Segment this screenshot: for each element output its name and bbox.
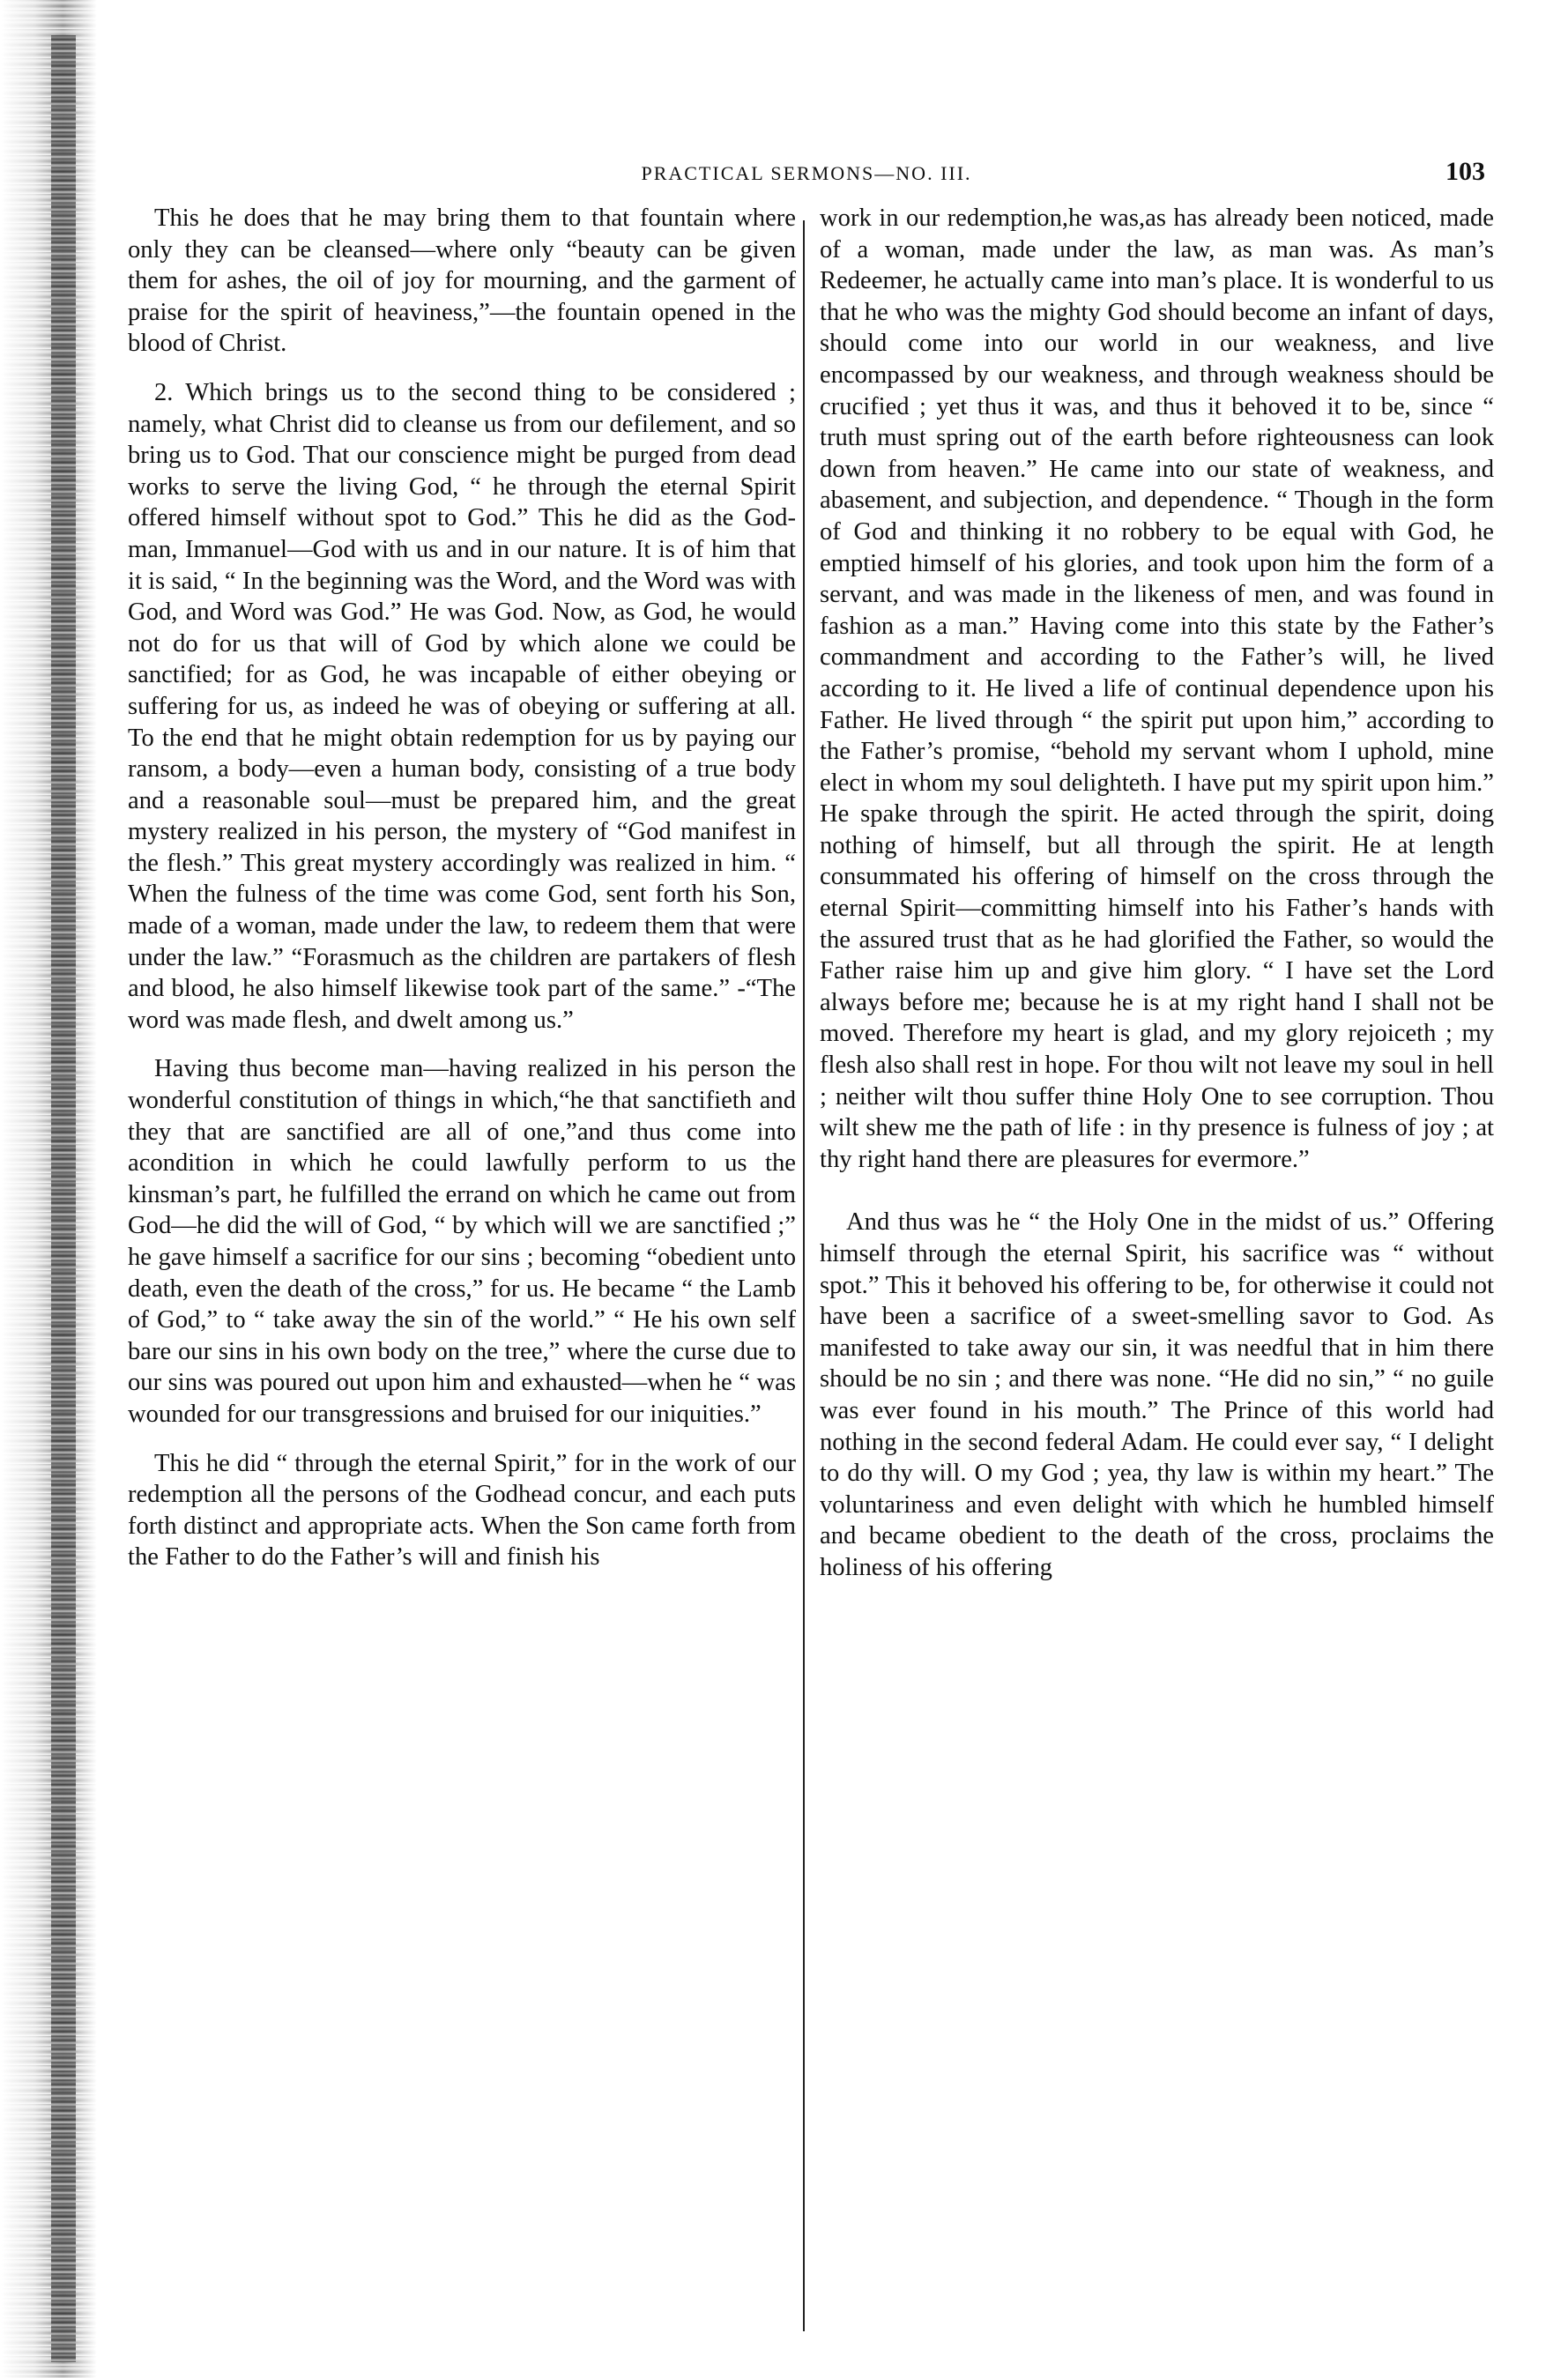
paragraph: 2. Which brings us to the second thing to be considered ; namely, what Christ did to cleanse us from our defilement, and so bring us to God. That our conscience might be purged from dead works to serve the living God, “ he through the eternal Spirit offered himself without spot to God.” This he did as the God-man, Immanuel—God with us and in our nature. It is of him that it is said, “ In the beginning was the Word, and the Word was with God, and Word was God.” He was God. Now, as God, he would not do for us that will of God by which alone we could be sanctified; for as God, he was incapable of either obeying or suffering for us, as indeed he was of obeying or suffering at all. To the end that he might obtain redemption for us by paying our ransom, a body—even a human body, consisting of a true body and a reasonable soul—must be prepared him, and the great mystery realized in his person, the mystery of “God manifest in the flesh.” This great mystery accordingly was realized in him. “ When the fulness of the time was come God, sent forth his Son, made of a woman, made under the law, to redeem them that were under the law.” “Forasmuch as the children are partakers of flesh and blood, he also himself likewise took part of the same.” -“The word was made flesh, and dwelt among us.” [128,378,796,1034]
paragraph: work in our redemption,he was,as has already been noticed, made of a woman, made under the law, as man was. As man’s Redeemer, he actually came into man’s place. It is wonderful to us that he who was the mighty God should become an infant of days, should come into our world in our weakness, and live encompassed by our weakness, and through weakness should be crucified ; yet thus it was, and thus it behoved it to be, since “ truth must spring out of the earth before righteousness can look down from heaven.” He came into our state of weakness, and abasement, and subjection, and dependence. “ Though in the form of God and thinking it no robbery to be equal with God, he emptied himself of his glories, and took upon him the form of a servant, and was made in the likeness of men, and was found in fashion as a man.” Having come into this state by the Father’s commandment and according to the Father’s will, he lived according to it. He lived a life of continual dependence upon his Father. He lived through “ the spirit put upon him,” according to the Father’s promise, “behold my servant whom I uphold, mine elect in whom my soul delighteth. I have put my spirit upon him.” He spake through the spirit. He acted through the spirit, doing nothing of himself, but all through the spirit. He at length consummated his offering of himself on the cross through the eternal Spirit—committing himself into his Father’s hands with the assured trust that as he had glorified the Father, so would the Father raise him up and give him glory. “ I have set the Lord always before me; because he is at my right hand I shall not be moved. Therefore my heart is glad, and my glory rejoiceth ; my flesh also shall rest in hope. For thou wilt not leave my soul in hell ; neither wilt thou suffer thine Holy One to see corruption. Thou wilt shew me the path of life : in thy presence is fulness of joy ; at thy right hand there are pleasures for evermore.” [820,204,1494,1173]
right-column [820,203,1494,2345]
paragraph: And thus was he “ the Holy One in the midst of us.” Offering himself through the eternal Spirit, his sacrifice was “ without spot.” This it behoved his offering to be, for otherwise it could not have been a sacrifice of a sweet-smelling savor to God. As manifested to take away our sin, it was needful that in him there should be no sin ; and there was none. “He did no sin,” “ no guile was ever found in his mouth.” The Prince of this world had nothing in the second federal Adam. He could ever say, “ I delight to do thy will. O my God ; yea, thy law is within my heart.” The voluntariness and even delight with which he humbled himself and became obedient to the death of the cross, proclaims the holiness of his offering [820,1208,1494,1581]
paragraph: This he did “ through the eternal Spirit,” for in the work of our redemption all the persons of the Godhead concur, and each puts forth distinct and appropriate acts. When the Son came forth from the Father to do the Father’s will and finish his [128,1449,796,1572]
binding-shadow [51,35,76,2362]
running-title: PRACTICAL SERMONS—NO. III. [641,162,972,184]
page-number: 103 [1445,157,1485,186]
left-column [128,203,796,2345]
paragraph: This he does that he may bring them to that fountain where only they can be cleansed—where only “beauty can be given them for ashes, the oil of joy for mourning, and the garment of praise for the spirit of heaviness,”—the fountain opened in the blood of Christ. [128,204,796,358]
paragraph: Having thus become man—having realized in his person the wonderful constitution of things in which,“he that sanctifieth and they that are sanctified are all of one,”and thus come into acondition in which he could lawfully perform to us the kinsman’s part, he fulfilled the errand on which he came out from God—he did the will of God, “ by which will we are sanctified ;” he gave himself a sacrifice for our sins ; becoming “obedient unto death, even the death of the cross,” for us. He became “ the Lamb of God,” to “ take away the sin of the world.” “ He his own self bare our sins in his own body on the tree,” where the curse due to our sins was poured out upon him and exhausted—when he “ was wounded for our transgressions and bruised for our iniquities.” [128,1055,796,1428]
page-header [128,159,1485,194]
text-columns [128,203,1494,2345]
page-binding-edge [0,0,97,2378]
